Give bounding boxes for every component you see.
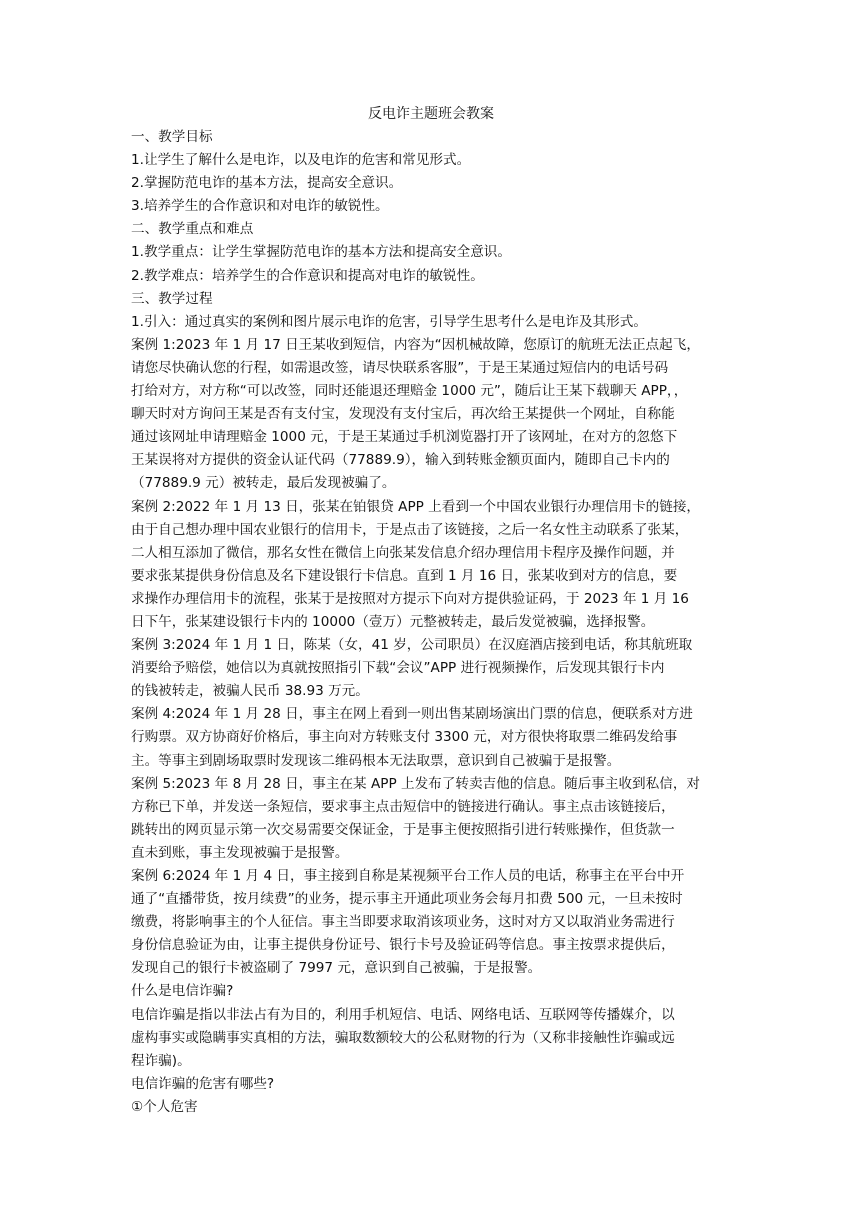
document-body	[131, 126, 731, 1119]
text-line: 行购票。双方协商好价格后，事主向对方转账支付 3300 元，对方很快将取票二维码发给事	[131, 729, 678, 746]
text-line: 电信诈骗是指以非法占有为目的，利用手机短信、电话、网络电话、互联网等传播媒介，以	[131, 1006, 675, 1023]
text-line: 方称已下单，并发送一条短信，要求事主点击短信中的链接进行确认。事主点击该链接后，	[131, 798, 675, 815]
text-line: 打给对方，对方称“可以改签，同时还能退还理赔金 1000 元”，随后让王某下载聊天 APP，，	[131, 383, 688, 400]
text-line: 缴费，将影响事主的个人征信。事主当即要求取消该项业务，这时对方又以取消业务需进行	[131, 914, 675, 931]
text-line: 1.引入：通过真实的案例和图片展示电诈的危害，引导学生思考什么是电诈及其形式。	[131, 313, 647, 330]
text-line: 的钱被转走，被骗人民币 38.93 万元。	[131, 683, 369, 700]
text-line: 请您尽快确认您的行程，如需退改签，请尽快联系客服”，于是王某通过短信内的电话号码	[131, 359, 669, 376]
text-line: 求操作办理信用卡的流程，张某于是按照对方提示下向对方提供验证码，于 2023 年 1 月 16	[131, 590, 689, 607]
text-line: 2.掌握防范电诈的基本方法，提高安全意识。	[131, 175, 403, 192]
text-line: 王某误将对方提供的资金认证代码（77889.9），输入到转账金额页面内，随即自己卡内的	[131, 452, 670, 469]
text-line: 通过该网址申请理赔金 1000 元，于是王某通过手机浏览器打开了该网址，在对方的忽悠下	[131, 429, 678, 446]
text-line: 案例 6:2024 年 1 月 4 日，事主接到自称是某视频平台工作人员的电话，称事主在平台中开	[131, 868, 685, 884]
document-title: 反电诈主题班会教案	[368, 106, 494, 122]
text-line: 程诈骗)。	[131, 1052, 191, 1069]
text-line: 由于自己想办理中国农业银行的信用卡，于是点击了该链接，之后一名女性主动联系了张某，	[131, 521, 689, 538]
text-line: 案例 4:2024 年 1 月 28 日，事主在网上看到一则出售某剧场演出门票的信息，便联系对方进	[131, 706, 693, 723]
text-line: 要求张某提供身份信息及名下建设银行卡信息。直到 1 月 16 日，张某收到对方的信息，要	[131, 567, 678, 584]
text-line: 电信诈骗的危害有哪些?	[131, 1075, 275, 1092]
text-line: 消要给予赔偿，她信以为真就按照指引下载“会议”APP 进行视频操作，后发现其银行卡内	[131, 660, 665, 677]
text-line: 直未到账，事主发现被骗于是报警。	[131, 844, 349, 861]
text-line: 案例 3:2024 年 1 月 1 日，陈某（女，41 岁，公司职员）在汉庭酒店接到电话，称其航班取	[131, 637, 693, 654]
text-line: 1.教学重点：让学生掌握防范电诈的基本方法和提高安全意识。	[131, 244, 511, 261]
text-line: 案例 1:2023 年 1 月 17 日王某收到短信，内容为“因机械故障，您原订的航班无法正点起飞，	[131, 336, 700, 353]
text-line: 跳转出的网页显示第一次交易需要交保证金，于是事主便按照指引进行转账操作，但货款一	[131, 821, 675, 838]
document-page	[131, 103, 731, 1119]
text-line: （77889.9 元）被转走，最后发现被骗了。	[131, 475, 396, 492]
text-line: 身份信息验证为由，让事主提供身份证号、银行卡号及验证码等信息。事主按票求提供后，	[131, 937, 675, 954]
text-line: 二、教学重点和难点	[131, 221, 254, 238]
text-line: 三、教学过程	[131, 290, 213, 307]
text-line: 1.让学生了解什么是电诈，以及电诈的危害和常见形式。	[131, 152, 471, 169]
text-line: 通了“直播带货，按月续费”的业务，提示事主开通此项业务会每月扣费 500 元，一旦未按时	[131, 891, 683, 908]
text-line: 虚构事实或隐瞒事实真相的方法，骗取数额较大的公私财物的行为（又称非接触性诈骗或远	[131, 1029, 675, 1046]
text-line: 2.教学难点：培养学生的合作意识和提高对电诈的敏锐性。	[131, 267, 484, 284]
text-line: 一、教学目标	[131, 129, 213, 145]
text-line: 聊天时对方询问王某是否有支付宝，发现没有支付宝后，再次给王某提供一个网址，自称能	[131, 406, 675, 423]
text-line: 发现自己的银行卡被盗刷了 7997 元，意识到自己被骗，于是报警。	[131, 960, 542, 977]
text-line: 二人相互添加了微信，那名女性在微信上向张某发信息介绍办理信用卡程序及操作问题，并	[131, 544, 675, 561]
text-line: 日下午，张某建设银行卡内的 10000（壹万）元整被转走，最后发觉被骗，选择报警。	[131, 613, 655, 630]
text-line: 案例 2:2022 年 1 月 13 日，张某在铂银贷 APP 上看到一个中国农业银行办理信用卡的链接，	[131, 498, 701, 515]
text-line: ①个人危害	[131, 1098, 198, 1115]
text-line: 主。等事主到剧场取票时发现该二维码根本无法取票，意识到自己被骗于是报警。	[131, 752, 621, 769]
text-line: 什么是电信诈骗?	[131, 983, 234, 1000]
text-line: 案例 5:2023 年 8 月 28 日，事主在某 APP 上发布了转卖吉他的信息。随后事主收到私信，对	[131, 775, 701, 792]
text-line: 3.培养学生的合作意识和对电诈的敏锐性。	[131, 198, 389, 215]
